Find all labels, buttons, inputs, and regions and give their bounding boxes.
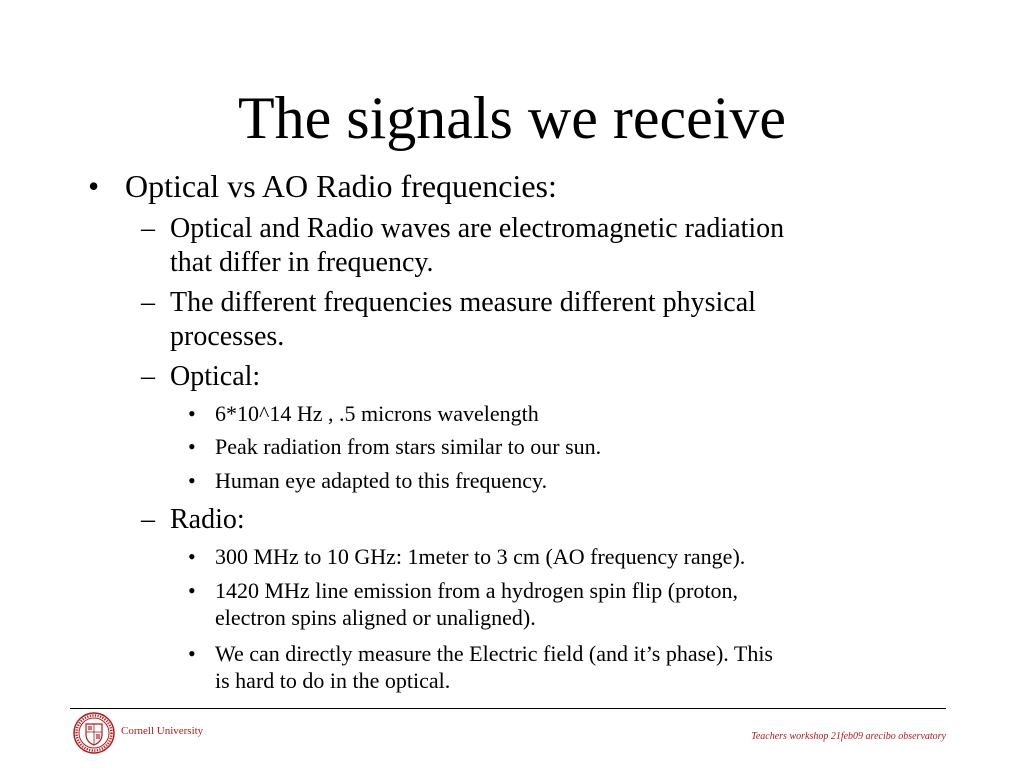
bullet-electric-field-line1: We can directly measure the Electric field (and it’s phase). This xyxy=(215,641,773,666)
bullet-em-radiation-line1: Optical and Radio waves are electromagnetic radiation xyxy=(170,213,785,244)
bullet-em-radiation-line2: that differ in frequency. xyxy=(170,247,434,278)
bullet-human-eye: Human eye adapted to this frequency. xyxy=(215,468,548,493)
bullet-optical-frequency: 6*10^14 Hz , .5 microns wavelength xyxy=(215,401,539,426)
bullet-physical-processes-line1: The different frequencies measure different physical xyxy=(170,287,756,318)
bullet-marker: • xyxy=(188,544,196,569)
bullet-radio-frequency-range: 300 MHz to 10 GHz: 1meter to 3 cm (AO frequency range). xyxy=(215,544,746,569)
cornell-logo-text: Cornell University xyxy=(121,725,204,737)
bullet-peak-radiation: Peak radiation from stars similar to our sun. xyxy=(215,434,602,459)
dash-marker: – xyxy=(141,361,155,392)
bullet-marker: • xyxy=(188,641,196,666)
footer-divider xyxy=(70,708,946,709)
bullet-marker: • xyxy=(88,168,100,204)
bullet-marker: • xyxy=(188,434,196,459)
dash-marker: – xyxy=(141,504,155,535)
bullet-radio-heading: Radio: xyxy=(170,504,245,535)
bullet-marker: • xyxy=(188,468,196,493)
bullet-marker: • xyxy=(188,401,196,426)
bullet-hydrogen-line2: electron spins aligned or unaligned). xyxy=(215,605,536,630)
bullet-electric-field-line2: is hard to do in the optical. xyxy=(215,668,451,693)
bullet-hydrogen-line1: 1420 MHz line emission from a hydrogen spin flip (proton, xyxy=(215,578,739,603)
dash-marker: – xyxy=(141,287,155,318)
slide-title: The signals we receive xyxy=(237,85,787,151)
bullet-optical-vs-radio: Optical vs AO Radio frequencies: xyxy=(125,168,557,204)
footer-note: Teachers workshop 21feb09 arecibo observatory xyxy=(751,731,946,742)
bullet-physical-processes-line2: processes. xyxy=(170,321,285,352)
dash-marker: – xyxy=(141,213,155,244)
bullet-marker: • xyxy=(188,578,196,603)
cornell-seal-icon xyxy=(73,712,115,754)
bullet-optical-heading: Optical: xyxy=(170,361,261,392)
